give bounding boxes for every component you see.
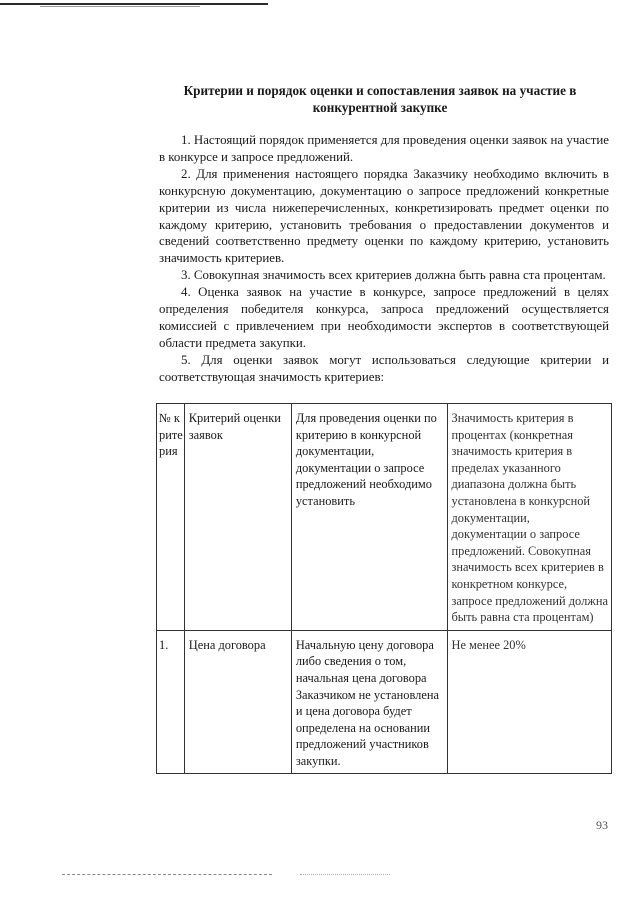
paragraph-4: 4. Оценка заявок на участие в конкурсе, запросе предложений в целях определения победителя конкурса, запроса предложений осуществляется комиссией с привлечением при необходимости экспертов в соответствующей области предмета закупки. [159, 285, 609, 350]
document-title: Критерии и порядок оценки и сопоставления заявок на участие в конкурентной закупке [183, 83, 577, 115]
header-number: № критерия [157, 404, 185, 631]
document-body [159, 132, 609, 386]
scan-edge-top [0, 3, 268, 5]
criteria-table [156, 403, 612, 774]
table-header-row [157, 404, 612, 631]
table-row [157, 630, 612, 774]
paragraph-5: 5. Для оценки заявок могут использоваться следующие критерии и соответствующая значимость критериев: [159, 352, 609, 384]
header-weight: Значимость критерия в процентах (конкретная значимость критерия в пределах указанного диапазона должна быть установлена в конкурсной документации, документации о запросе предложений. Совокупная значимость всех критериев в конкретном конкурсе, запросе предложений должна быть равна ста процентам) [447, 404, 612, 631]
row-number: 1. [157, 630, 185, 774]
scan-edge-bottom [62, 874, 272, 876]
header-criterion: Критерий оценки заявок [184, 404, 291, 631]
paragraph-3: 3. Совокупная значимость всех критериев должна быть равна ста процентам. [181, 268, 606, 283]
page-number: 93 [596, 818, 608, 832]
paragraph-2: 2. Для применения настоящего порядка Заказчику необходимо включить в конкурсную документацию, документацию о запросе предложений конкретные критерии из числа нижеперечисленных, конкретизировать предмет оценки по каждому критерию, установить требования о предоставлении документов и сведений соответственно предмету оценки по каждому критерию, установить значимость критериев. [159, 166, 609, 266]
scan-edge-bottom-faint [300, 874, 390, 876]
header-requirement: Для проведения оценки по критерию в конкурсной документации, документации о запросе предложений необходимо установить [291, 404, 447, 631]
scan-edge-top-faint [40, 6, 200, 7]
row-requirement: Начальную цену договора либо сведения о том, начальная цена договора Заказчиком не установлена и цена договора будет определена на основании предложений участников закупки. [291, 630, 447, 774]
paragraph-1: 1. Настоящий порядок применяется для проведения оценки заявок на участие в конкурсе и запросе предложений. [159, 133, 609, 164]
row-weight: Не менее 20% [447, 630, 612, 774]
row-criterion: Цена договора [184, 630, 291, 774]
